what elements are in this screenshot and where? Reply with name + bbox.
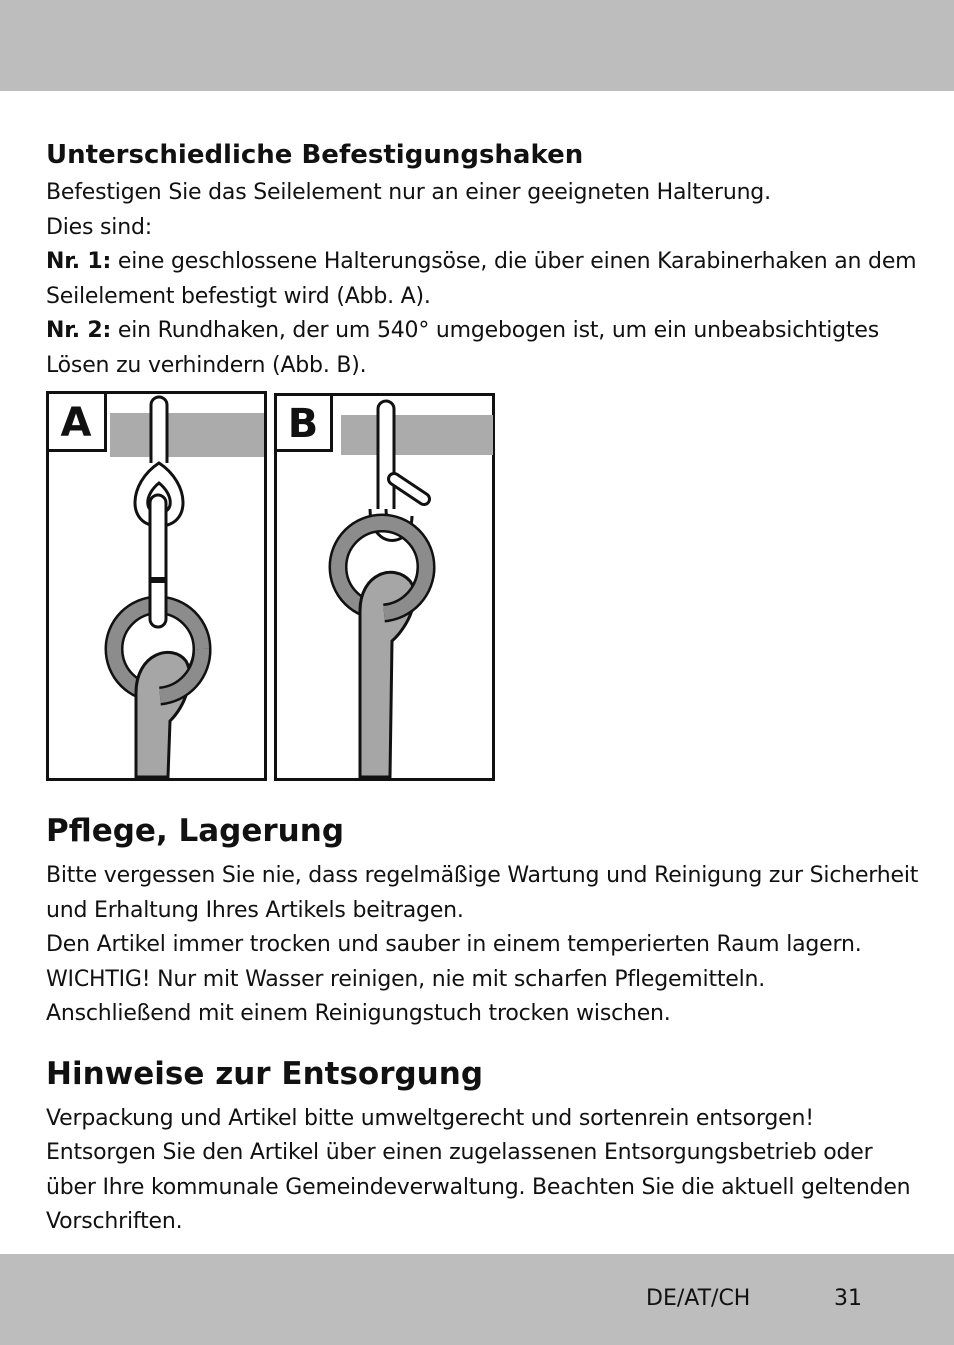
page-content [46, 138, 926, 1240]
fastening-line-1: Befestigen Sie das Seilelement nur an einer geeigneten Halterung. [46, 180, 771, 205]
section-title-fastening-hooks: Unterschiedliche Befestigungshaken [46, 140, 584, 170]
figures-row [46, 391, 926, 781]
fastening-line-2: Dies sind: [46, 214, 152, 240]
footer-band [0, 1254, 954, 1345]
paragraph-care-3: WICHTIG! Nur mit Wasser reinigen, nie mit scharfen Pflegemitteln. [46, 966, 766, 992]
nr2-label: Nr. 2: [46, 318, 112, 343]
figure-a-label: A [60, 400, 92, 446]
paragraph-disposal-2: Entsorgen Sie den Artikel über einen zugelassenen Entsorgungsbetrieb oder über Ihre kommunale Gemeindeverwaltung. Beachten Sie die aktuell geltenden Vorschriften. [46, 1140, 911, 1234]
paragraph-nr2 [46, 314, 926, 383]
page-number: 31 [834, 1286, 862, 1311]
figure-a [46, 391, 267, 781]
paragraph-care-2: Den Artikel immer trocken und sauber in einem temperierten Raum lagern. [46, 932, 862, 957]
nr1-label: Nr. 1: [46, 249, 112, 274]
paragraph-care-4: Anschließend mit einem Reinigungstuch trocken wischen. [46, 1001, 671, 1026]
figure-b [274, 391, 495, 781]
nr1-text: eine geschlossene Halterungsöse, die über einen Karabinerhaken an dem Seilelement befestigt wird (Abb. A). [46, 249, 917, 309]
paragraph-fastening-intro [46, 176, 926, 245]
carabiner [150, 495, 166, 627]
section-title-disposal: Hinweise zur Entsorgung [46, 1055, 484, 1092]
beam-a [110, 413, 264, 457]
paragraph-disposal-1: Verpackung und Artikel bitte umweltgerecht und sortenrein entsorgen! [46, 1105, 814, 1131]
figure-b-illustration [274, 391, 495, 781]
paragraph-nr1 [46, 245, 926, 314]
round-hook [378, 401, 394, 509]
beam-b [341, 415, 493, 455]
section-title-care-storage: Pflege, Lagerung [46, 813, 345, 849]
nr2-text: ein Rundhaken, der um 540° umgebogen ist, um ein unbeabsichtigtes Lösen zu verhindern (Abb. B). [46, 318, 879, 378]
figure-a-illustration [46, 391, 267, 781]
paragraph-care-1: Bitte vergessen Sie nie, dass regelmäßige Wartung und Reinigung zur Sicherheit und Erhaltung Ihres Artikels beitragen. [46, 863, 919, 923]
figure-b-label: B [287, 401, 319, 447]
header-band [0, 0, 954, 91]
footer-region: DE/AT/CH [646, 1286, 751, 1311]
